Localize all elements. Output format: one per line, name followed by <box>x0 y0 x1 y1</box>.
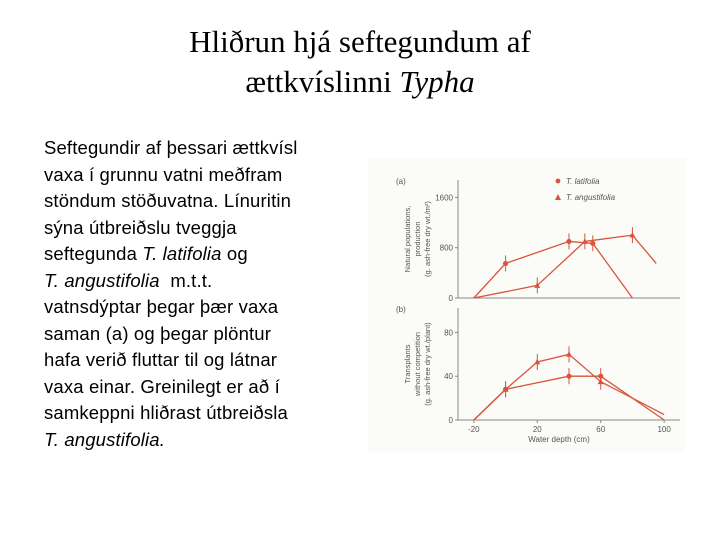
y-axis-label-line-3: (g. ash-free dry wt./plant) <box>423 322 432 406</box>
title-line-2-text: ættkvíslinni <box>245 64 400 99</box>
y-axis-label-line-1: Transplants <box>403 344 412 384</box>
data-point-circle <box>566 239 571 244</box>
data-point-triangle <box>566 351 572 357</box>
body-line-9: hafa verið fluttar til og látnar <box>44 349 278 370</box>
body-line-8: saman (a) og þegar plöntur <box>44 322 272 344</box>
data-point-circle <box>503 261 508 266</box>
title-genus-name: Typha <box>399 64 475 99</box>
data-point-circle <box>566 374 571 379</box>
legend-marker-triangle <box>555 194 561 200</box>
body-line-5 <box>44 241 384 268</box>
chart-svg <box>368 158 686 452</box>
x-axis-label: Water depth (cm) <box>528 435 590 444</box>
y-axis-label-line-2: production <box>413 221 422 257</box>
series-line-angustifolia <box>474 354 664 420</box>
body-line-10: vaxa einar. Greinilegt er að í <box>44 375 280 397</box>
body-line-6 <box>44 268 384 295</box>
title-line-2 <box>0 62 720 102</box>
body-line-7: vatnsdýptar þegar þær vaxa <box>44 296 279 317</box>
x-tick-label: 60 <box>596 425 606 434</box>
y-tick-label: 0 <box>448 294 453 303</box>
x-tick-label: -20 <box>468 425 480 434</box>
panel-label-1: (b) <box>396 305 406 314</box>
y-tick-label: 40 <box>444 372 453 382</box>
slide-title <box>0 22 720 102</box>
y-tick-label: 1600 <box>435 193 453 203</box>
y-tick-label: 800 <box>439 243 453 253</box>
x-tick-label: 100 <box>657 425 671 434</box>
body-line-5-c: og <box>221 243 248 264</box>
body-line-5-a: seftegunda <box>44 243 143 264</box>
data-point-triangle <box>629 232 635 238</box>
body-line-3: stöndum stöðuvatna. Línuritin <box>44 190 292 211</box>
species-latifolia: T. latifolia <box>142 243 222 264</box>
body-line-12: T. angustifolia. <box>44 428 166 450</box>
y-axis-label-line-3: (g. ash-free dry wt./m²) <box>423 201 432 277</box>
y-axis-label-line-2: without competition <box>413 331 422 397</box>
legend-marker-circle <box>556 179 561 184</box>
body-line-11: samkeppni hliðrast útbreiðsla <box>44 402 288 423</box>
panel-label-0: (a) <box>396 177 406 186</box>
series-line-angustifolia <box>474 235 656 298</box>
title-line-1: Hliðrun hjá seftegundum af <box>189 24 531 59</box>
depth-distribution-figure <box>368 158 686 452</box>
series-line-latifolia <box>474 241 633 298</box>
body-line-1: Seftegundir af þessari ættkvísl <box>44 137 298 158</box>
body-line-4: sýna útbreiðslu tveggja <box>44 216 237 238</box>
y-tick-label: 0 <box>448 416 453 425</box>
species-angustifolia: T. angustifolia <box>44 269 160 291</box>
legend-label: T. latifolia <box>566 177 600 186</box>
y-axis-label-line-1: Natural populations, <box>403 205 412 273</box>
x-tick-label: 20 <box>532 425 542 434</box>
body-line-2: vaxa í grunnu vatni meðfram <box>44 163 283 185</box>
data-point-circle <box>590 241 595 246</box>
body-paragraph <box>44 135 384 453</box>
legend-label: T. angustifolia <box>566 193 616 202</box>
y-tick-label: 80 <box>444 328 453 338</box>
body-line-6-b: m.t.t. <box>159 269 213 291</box>
